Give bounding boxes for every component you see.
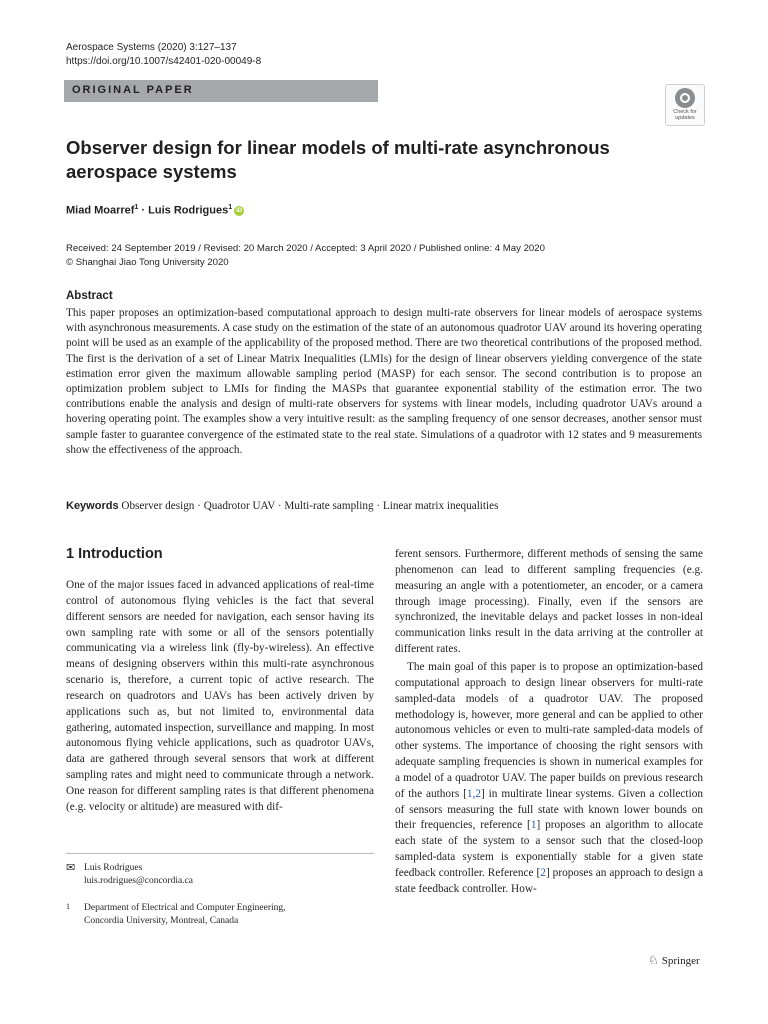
affiliation-line: Department of Electrical and Computer Engineering, bbox=[84, 903, 286, 913]
abstract-heading: Abstract bbox=[66, 290, 113, 302]
author-name[interactable]: Luis Rodrigues bbox=[148, 204, 229, 217]
section-heading: 1 Introduction bbox=[66, 546, 163, 562]
paper-type-band bbox=[64, 80, 378, 102]
intro-paragraph-right-1: ferent sensors. Furthermore, different methods of sensing the same phenomenon can lead to different sampling frequencies (e.g. measuring an angle with a potentiometer, an encoder, or a camera through image processing). Finally, even if the sensors are synchronized, the inevitable delays and packet losses in non-ideal communication links result in the data arriving at the controller at different rates. bbox=[395, 548, 703, 656]
corresponding-author-email[interactable]: luis.rodrigues@concordia.ca bbox=[84, 876, 193, 886]
author-affiliation-mark: 1 bbox=[228, 204, 233, 211]
paper-type-label: ORIGINAL PAPER bbox=[72, 84, 194, 96]
paragraph-text: The main goal of this paper is to propose an optimization-based computational approach to design linear observers for multi-rate sampled-data models of a quadrotor UAV. The proposed methodology is, however, more general and can be applied to other autonomous vehicles or even to multi-rate sampled-data models of other systems. The importance of choosing the right sensors with adequate sampling frequencies is shown in numerical examples for a model of a quadrotor UAV. The paper builds on previous research of the authors [ bbox=[395, 661, 703, 800]
journal-reference: Aerospace Systems (2020) 3:127–137 bbox=[66, 42, 237, 53]
paragraph-text: ] in multirate linear systems. Given a collection of sensors measuring the full state with known lower bounds on their frequencies, reference [ bbox=[395, 787, 704, 832]
orcid-icon[interactable]: iD bbox=[236, 207, 243, 214]
author-name[interactable]: Miad Moarref bbox=[66, 204, 135, 217]
intro-paragraph-right-2 bbox=[395, 660, 703, 898]
corresponding-author-name: Luis Rodrigues bbox=[84, 863, 143, 873]
paragraph-text: ] proposes an algorithm to allocate each state of the system to a sensor such that the closed-loop sampled-data system is exponentially stable for a given state feedback controller. Reference [ bbox=[395, 819, 704, 879]
citation-link[interactable]: 1 bbox=[530, 819, 537, 832]
paper-title: Observer design for linear models of multi-rate asynchronous aerospace systems bbox=[66, 137, 610, 182]
author-separator: · bbox=[138, 204, 149, 217]
check-updates-line1: Check for bbox=[673, 109, 697, 115]
affiliation-line: Concordia University, Montreal, Canada bbox=[84, 916, 239, 926]
affiliation-number: 1 bbox=[66, 902, 70, 911]
keywords-label: Keywords bbox=[66, 500, 119, 512]
copyright-line: © Shanghai Jiao Tong University 2020 bbox=[66, 257, 229, 268]
citation-link[interactable]: 2 bbox=[540, 866, 546, 879]
keywords-list: Observer design · Quadrotor UAV · Multi-rate sampling · Linear matrix inequalities bbox=[121, 500, 499, 512]
envelope-icon: ✉ bbox=[66, 862, 76, 874]
abstract-text: This paper proposes an optimization-based computational approach to design multi-rate observers for linear models of aerospace systems with asynchronous measurements. A case study on the estimation of the state of an autonomous quadrotor UAV around its hovering operating point will be used as an example of the applicability of the proposed method. There are two theoretical contributions of the proposed method. The first is the derivation of a set of Linear Matrix Inequalities (LMIs) for the design of linear observers yielding convergence of the state estimation error given the maximum allowable sampling period (MASP) for each sensor. The second contribution is to propose an optimization problem subject to LMIs for finding the MASPs that guarantee exponential stability of the estimation error. The two contributions enable the analysis and design of multi-rate observers for systems with linear models, including quadrotor UAVs around a hovering operating point. The examples show a very intuitive result: as the sampling frequency of one sensor decreases, another sensor must sample faster to guarantee convergence of the estimated state to the real state. Simulations of a quadrotor with 12 states and 9 measurements show the effectiveness of the approach. bbox=[66, 307, 702, 456]
publisher-logo bbox=[648, 953, 700, 968]
author-list bbox=[66, 204, 244, 217]
author-affiliation-mark: 1 bbox=[134, 204, 139, 211]
check-updates-line2: updates bbox=[675, 115, 695, 121]
check-for-updates-button[interactable] bbox=[665, 84, 705, 126]
doi-link[interactable]: https://doi.org/10.1007/s42401-020-00049-8 bbox=[66, 56, 262, 67]
citation-link[interactable]: 1,2 bbox=[466, 787, 482, 800]
check-updates-icon bbox=[675, 88, 695, 108]
intro-paragraph-left: One of the major issues faced in advanced applications of real-time control of autonomous flying vehicles is the fact that several different sensors are needed for navigation, each sensor having its own sampling rate with some or all of the sensors potentially communicating via a wireless link (fly-by-wireless). An effective means of designing observers within this multi-rate asynchronous scenario is, therefore, a current topic of active research. The research on quadrotors and UAVs has been actively driven by applications such as, but not limited to, environmental data gathering, automated inspection, surveillance and mapping. In most autonomous flying vehicle applications, such as quadrotor UAVs, data are gathered through several sensors that work at different sampling rates and might need to communicate through a network. One reason for different sampling rates is that different phenomena (e.g. velocity or altitude) are measured with dif- bbox=[66, 579, 374, 813]
keywords-line bbox=[66, 500, 498, 512]
publication-dates: Received: 24 September 2019 / Revised: 20 March 2020 / Accepted: 3 April 2020 / Published online: 4 May 2020 bbox=[66, 243, 545, 254]
paragraph-text: ] proposes an approach to design a state feedback controller. How- bbox=[395, 866, 703, 895]
publisher-name: Springer bbox=[661, 955, 700, 967]
springer-horse-icon: ♘ bbox=[648, 953, 659, 967]
footnote-divider bbox=[66, 853, 374, 854]
